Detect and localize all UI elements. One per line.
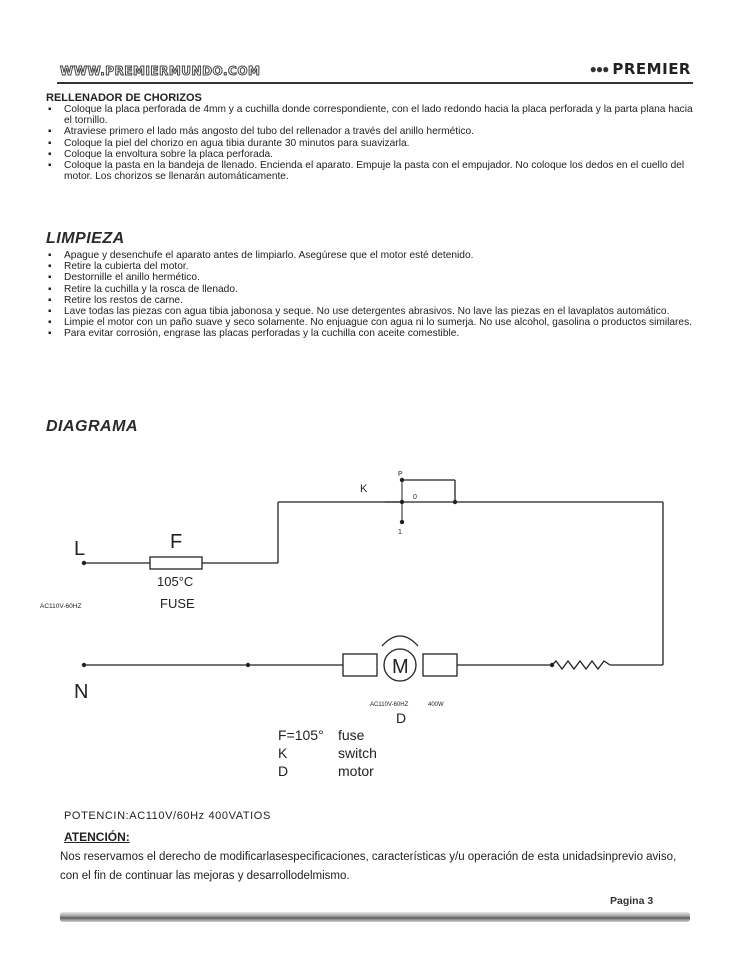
list-item: ▪ Coloque la envoltura sobre la placa perforada. <box>46 149 702 160</box>
label-l: L <box>74 538 86 560</box>
switch-1: 1 <box>398 529 402 536</box>
list-item: ▪ Para evitar corrosión, engrase las placas perforadas y la cuchilla con aceite comestible. <box>46 328 702 339</box>
motor-arc <box>382 636 418 646</box>
fuse-temperature: 105°C <box>157 574 194 589</box>
list-item: ▪ Retire la cubierta del motor. <box>46 261 702 272</box>
list-item: ▪ Coloque la pasta en la bandeja de llenado. Encienda el aparato. Empuje la pasta con el empujador. No coloque los dedos en el cuello del motor. Los chorizos se llenarán automáticamente. <box>46 160 702 182</box>
diagrama-heading: DIAGRAMA <box>46 418 138 435</box>
diagram-legend <box>278 726 377 780</box>
legend-symbol: F=105° <box>278 727 324 743</box>
circuit-diagram <box>30 440 710 730</box>
limpieza-list <box>46 250 702 340</box>
atencion-title: ATENCIÓN: <box>64 830 130 844</box>
motor-right-coil <box>423 654 457 676</box>
motor-left-coil <box>343 654 377 676</box>
header-divider <box>57 82 693 84</box>
legend-desc: fuse <box>338 727 365 743</box>
legend-row <box>278 744 377 762</box>
label-k: K <box>360 483 368 495</box>
list-item: ▪ Lave todas las piezas con agua tibia jabonosa y seque. No use detergentes abrasivos. No lave las piezas en el lavaplatos automático. <box>46 306 702 317</box>
supply-label: AC110V-60HZ <box>40 603 82 610</box>
list-item: ▪ Retire la cuchilla y la rosca de llenado. <box>46 284 702 295</box>
motor-m: M <box>392 656 409 678</box>
legend-symbol: K <box>278 745 288 761</box>
list-item: ▪ Apague y desenchufe el aparato antes de limpiarlo. Asegúrese que el motor esté detenido. <box>46 250 702 261</box>
switch-p: P <box>398 471 403 478</box>
legend-row <box>278 726 377 744</box>
brand-logo <box>590 60 691 78</box>
resistor <box>552 661 610 669</box>
list-item: ▪ Atraviese primero el lado más angosto del tubo del rellenador a través del anillo hermético. <box>46 126 702 137</box>
atencion-body: Nos reservamos el derecho de modificarlasespecificaciones, características y/u operación de esta unidadsinprevio aviso, con el fin de continuar las mejoras y desarrollodelmismo. <box>60 851 677 882</box>
label-f: F <box>170 531 183 553</box>
relleno-title: RELLENADOR DE CHORIZOS <box>46 92 202 104</box>
list-item: ▪ Coloque la piel del chorizo en agua tibia durante 30 minutos para suavizarla. <box>46 138 702 149</box>
fuse-label: FUSE <box>160 596 195 611</box>
page-number: Pagina 3 <box>610 895 654 907</box>
legend-desc: motor <box>338 763 374 779</box>
fuse-body <box>150 557 202 569</box>
relleno-list <box>46 104 702 182</box>
power-spec: POTENCIN:AC110V/60Hz 400VATIOS <box>64 810 271 822</box>
brand-name: PREMIER <box>612 60 691 78</box>
brand-dots-icon: ●●● <box>589 62 609 76</box>
list-item: ▪ Destornille el anillo hermético. <box>46 272 702 283</box>
list-item: ▪ Retire los restos de carne. <box>46 295 702 306</box>
footer-bar <box>60 912 690 922</box>
legend-row <box>278 762 377 780</box>
switch-0: 0 <box>413 494 417 501</box>
limpieza-heading: LIMPIEZA <box>46 230 125 247</box>
site-url: WWW.PREMIERMUNDO.COM <box>60 64 261 78</box>
motor-spec: AC110V-60HZ <box>370 702 409 708</box>
motor-d: D <box>396 710 407 726</box>
legend-symbol: D <box>278 763 289 779</box>
list-item: ▪ Limpie el motor con un paño suave y seco solamente. No enjuague con agua ni lo sumerja. No use alcohol, gasolina o productos similares. <box>46 317 702 328</box>
list-item: ▪ Coloque la placa perforada de 4mm y a cuchilla donde correspondiente, con el lado redondo hacia la placa perforada y la parta plana hacia el tornillo. <box>46 104 702 126</box>
legend-desc: switch <box>338 745 377 761</box>
label-n: N <box>74 681 89 703</box>
motor-power: 400W <box>428 702 444 708</box>
